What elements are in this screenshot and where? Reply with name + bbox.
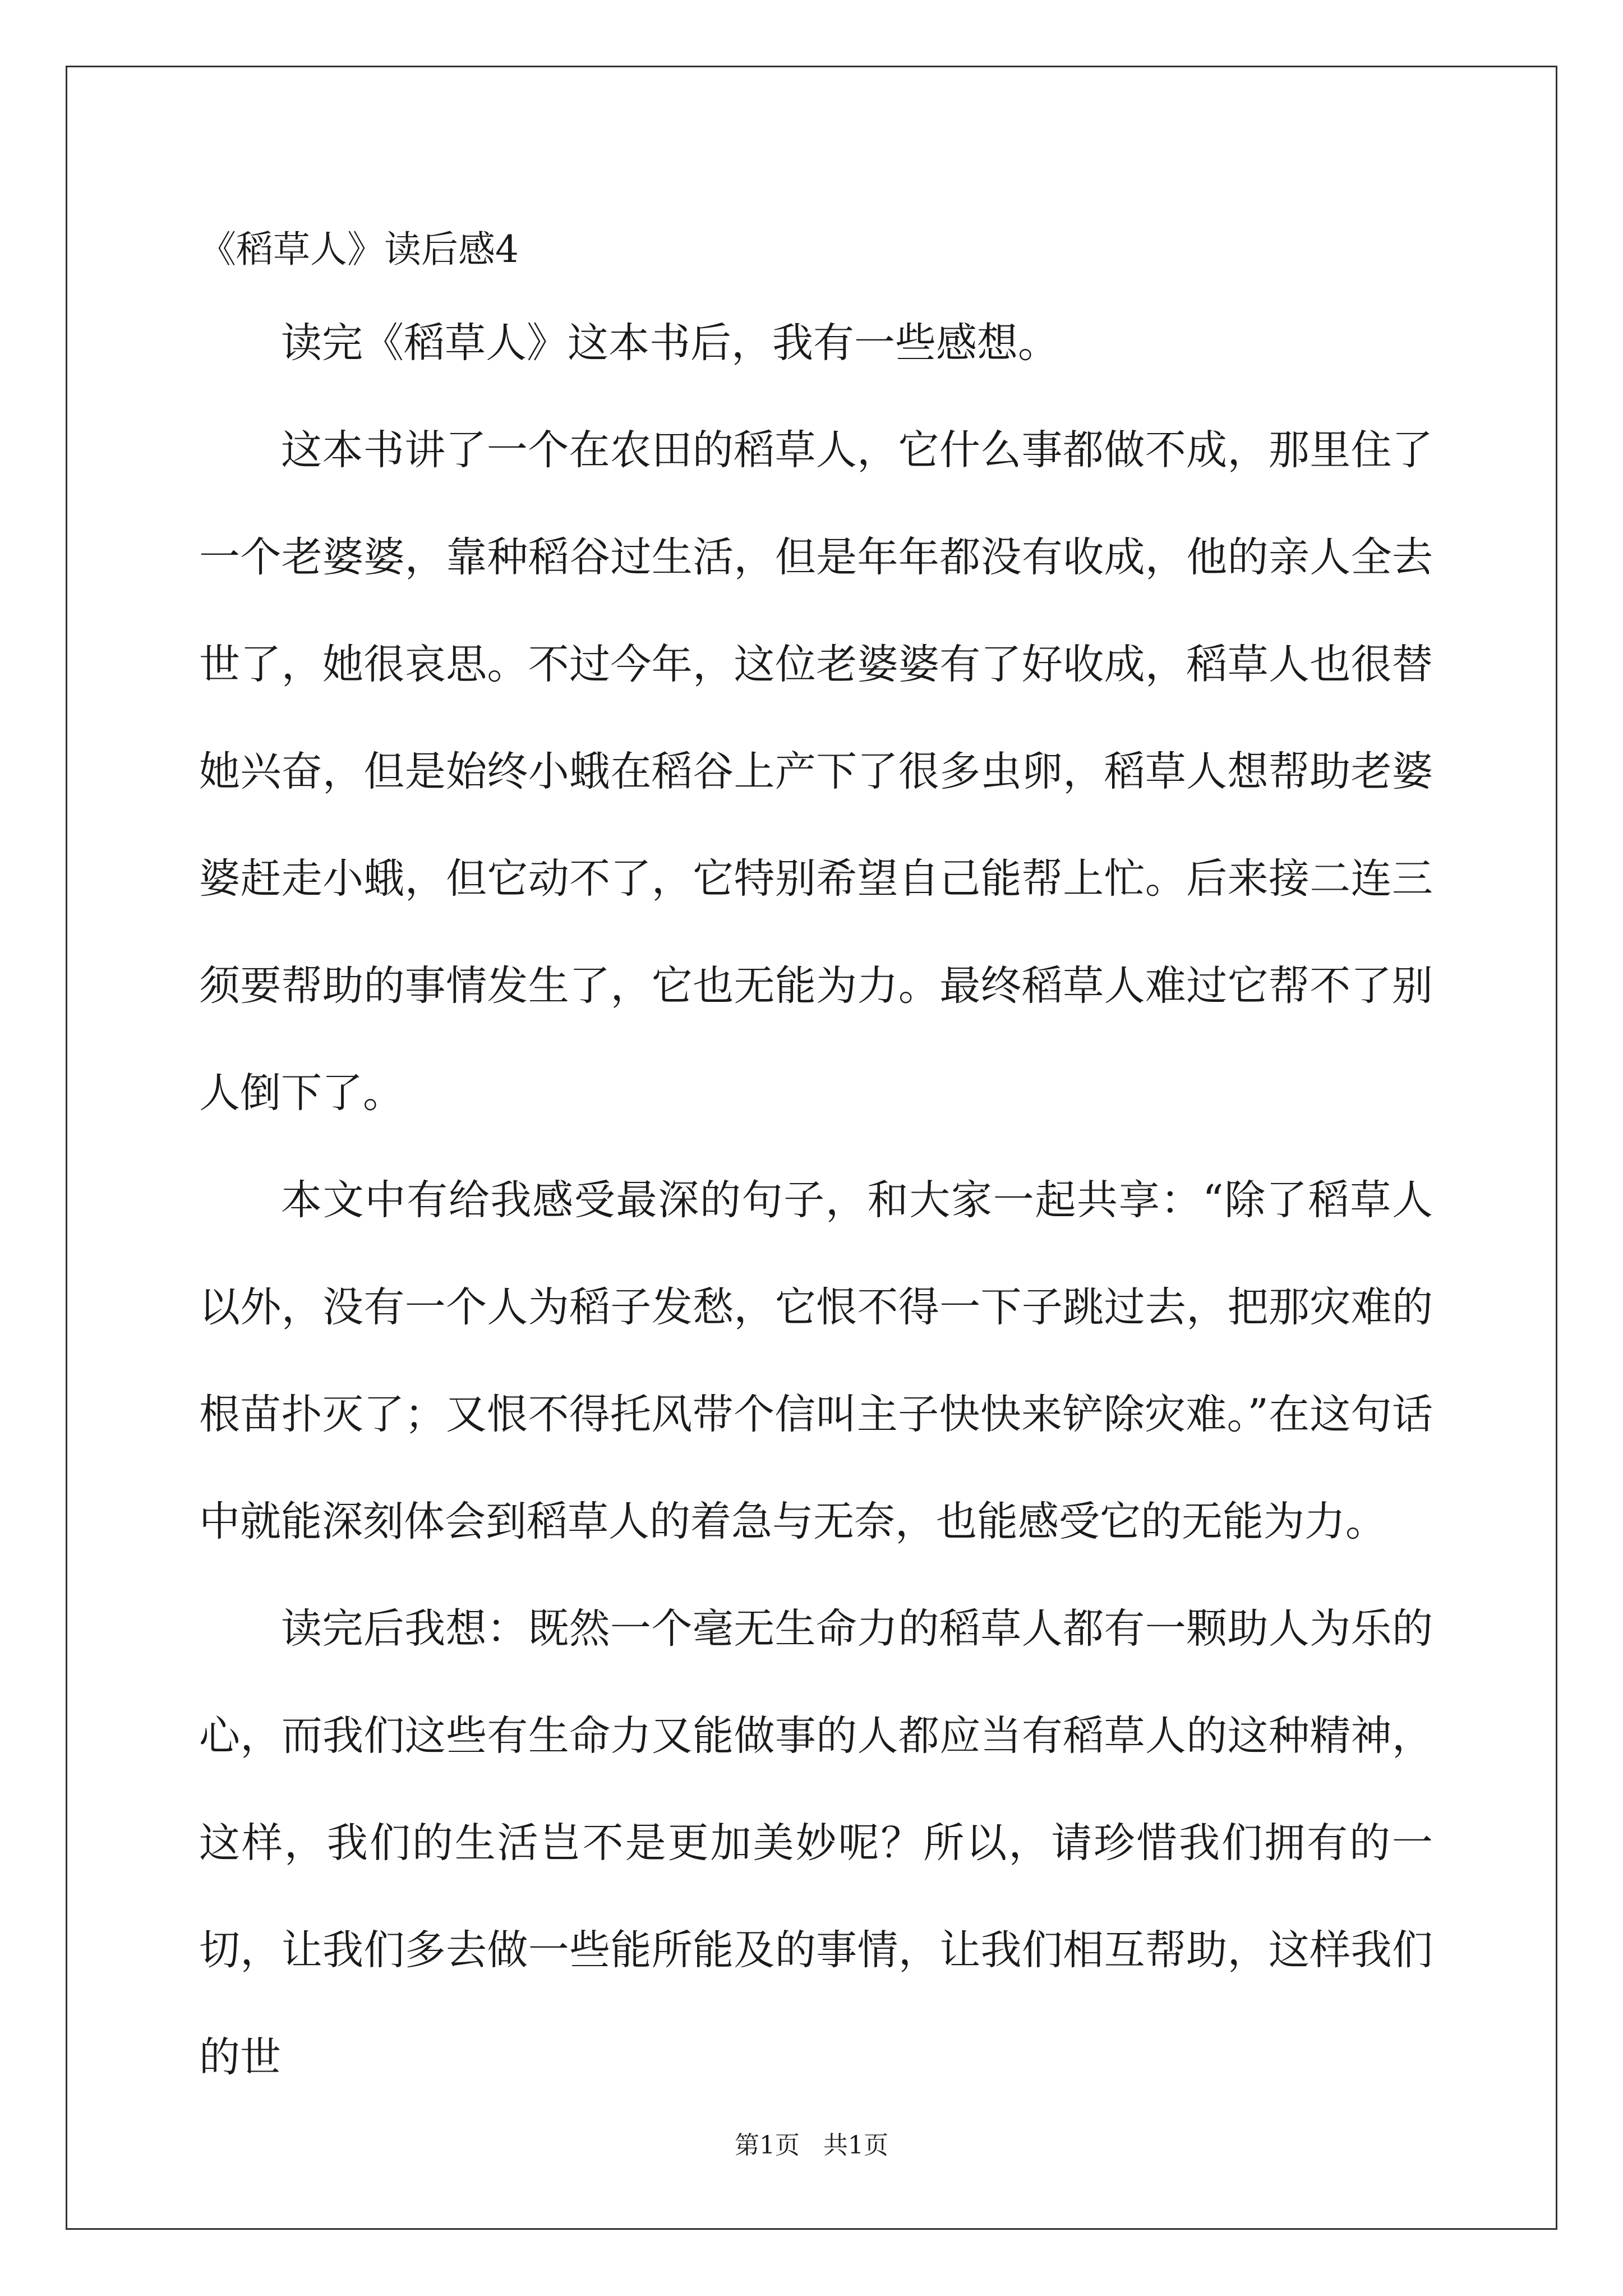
paragraph-2: 这本书讲了一个在农田的稻草人，它什么事都做不成，那里住了一个老婆婆，靠种稻谷过生活，但是年年都没有收成，他的亲人全去世了，她很哀思。不过今年，这位老婆婆有了好收成，稻草人也很替她兴奋，但是始终小蛾在稻谷上产下了很多虫卵，稻草人想帮助老婆婆赶走小蛾，但它动不了，它特别希望自己能帮上忙。后来接二连三须要帮助的事情发生了，它也无能为力。最终稻草人难过它帮不了别人倒下了。 xyxy=(199,426,1433,1117)
paragraph-4: 读完后我想：既然一个毫无生命力的稻草人都有一颗助人为乐的心，而我们这些有生命力又能做事的人都应当有稻草人的这种精神，这样，我们的生活岂不是更加美妙呢？所以，请珍惜我们拥有的一切，让我们多去做一些能所能及的事情，让我们相互帮助，这样我们的世 xyxy=(199,1605,1433,2081)
page-footer: 第1页 共1页 xyxy=(735,2131,888,2160)
document-body xyxy=(199,213,1433,2111)
paragraph-3: 本文中有给我感受最深的句子，和大家一起共享：“除了稻草人以外，没有一个人为稻子发愁，它恨不得一下子跳过去，把那灾难的根苗扑灭了；又恨不得托风带个信叫主子快快来铲除灾难。”在这句话中就能深刻体会到稻草人的着急与无奈，也能感受它的无能为力。 xyxy=(199,1176,1433,1545)
paragraph-1: 读完《稻草人》这本书后，我有一些感想。 xyxy=(281,319,1059,367)
document-title: 《稻草人》读后感4 xyxy=(199,228,519,271)
